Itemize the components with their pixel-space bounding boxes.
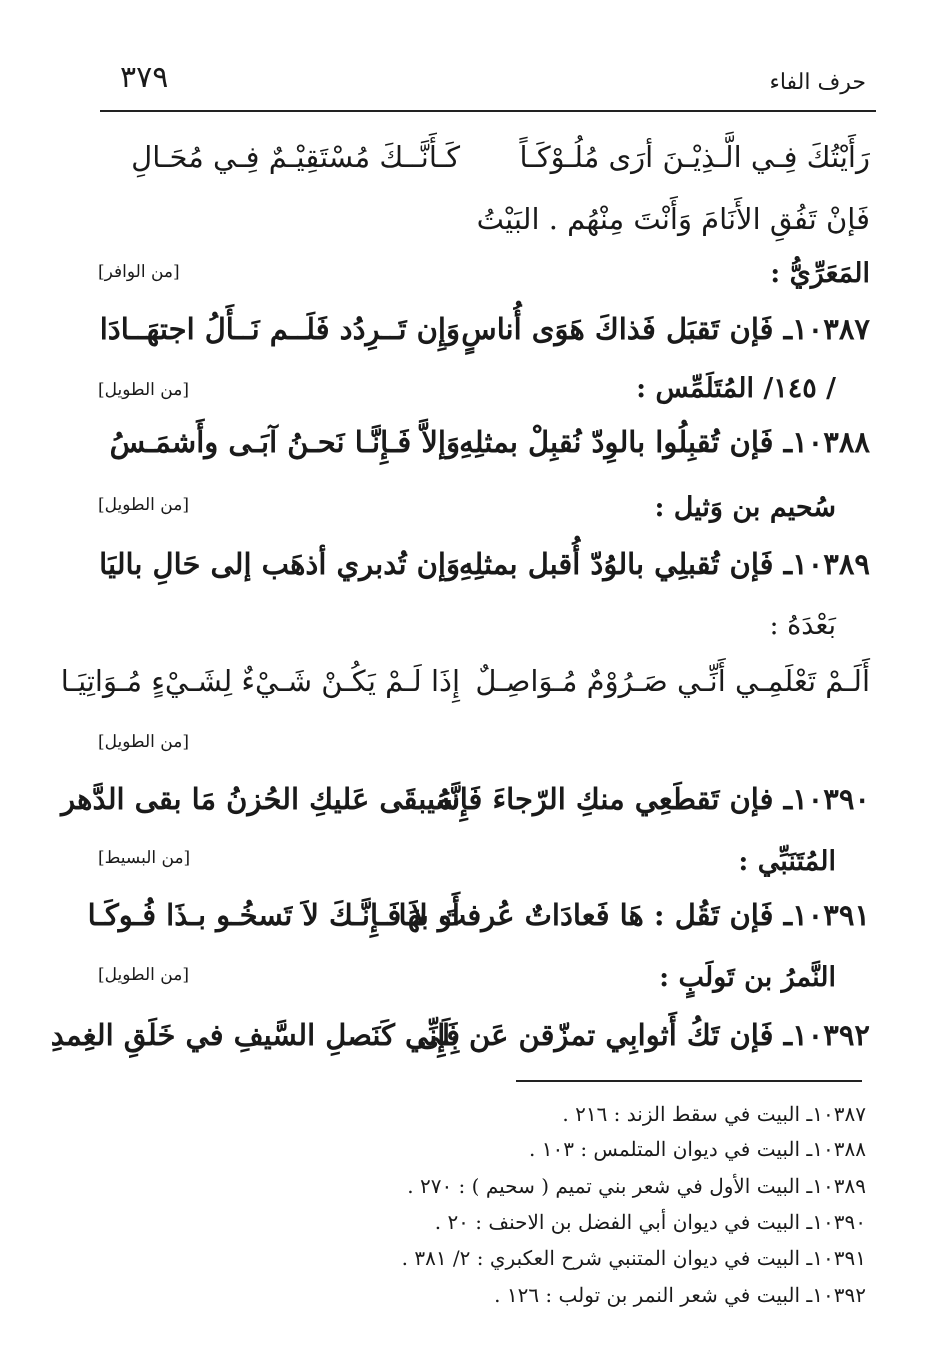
footnote-rule (516, 1080, 862, 1082)
footnote: ١٠٣٩١ـ البيت في ديوان المتنبي شرح العكبري : ٢/ ٣٨١ . (401, 1246, 866, 1270)
verse-10389-first-hemistich: ١٠٣٨٩ـ فَإن تُقبلِي بالوُدّ أُقبل بمثلِهِ (458, 547, 870, 581)
meter-label: [من البسيط] (98, 848, 191, 868)
verse-10387-first-hemistich: ١٠٣٨٧ـ فَإن تَقبَل فَذاكَ هَوَى أُناسٍ (461, 312, 870, 346)
verse-continuation-first-hemistich: أَلَـمْ تَعْلَمِـي أَنِّـي صَـرُوْمٌ مُـوَاصِـلٌ (475, 664, 870, 698)
header-rule (100, 110, 876, 112)
meter-label: [من الطويل] (98, 495, 189, 515)
meter-label: [من الطويل] (98, 732, 189, 752)
verse-10388-second-hemistich: وَإلاَّ فَـإِنَّـا نَحـنُ آبَـى وأَشمَـسُ (109, 425, 460, 459)
poet-attribution: المُتَنَبِّي : (738, 846, 836, 877)
meter-label: [من الطويل] (98, 380, 189, 400)
verse-10388-first-hemistich: ١٠٣٨٨ـ فَإن تُقبِلُوا بالوِدّ نُقبِلْ بمثلِهِ (459, 425, 870, 459)
poet-attribution: النَّمرُ بن تَولَبٍ : (659, 962, 836, 993)
verse-10392-first-hemistich: ١٠٣٩٢ـ فَإن تَكُ أَثوابِي تمزّقن عَن بِلَى (417, 1018, 870, 1052)
verse-10391-second-hemistich: أَو لاَ فَـإِنَّـكَ لاَ تَسخُـو بـذَا فُـوكَـا (87, 898, 460, 932)
footnote: ١٠٣٩٢ـ البيت في شعر النمر بن تولب : ١٢٦ . (494, 1283, 866, 1307)
verse-10390-second-hemistich: سَيبقَى عَليكِ الحُزنُ مَا بقى الدَّهر (61, 782, 460, 816)
verse-10392-second-hemistich: فَإِنِّي كَنَصلِ السَّيفِ في خَلَقِ الغِمدِ (50, 1018, 460, 1052)
poet-attribution: المَعَرِّيُّ : (770, 258, 870, 289)
verse-10387-second-hemistich: وَإِن تَــرِدُد فَلَــم نَــأَلُ اجتهَــادَا (99, 312, 460, 346)
page-number: ٣٧٩ (120, 60, 169, 95)
continuation-note: بَعْدَهُ : (769, 610, 836, 641)
footnote: ١٠٣٨٩ـ البيت الأول في شعر بني تميم ( سحيم ) : ٢٧٠ . (407, 1174, 866, 1198)
meter-label: [من الوافر] (98, 262, 180, 282)
verse-10390-first-hemistich: ١٠٣٩٠ـ فإن تَقطَعِي منكِ الرّجاءَ فَإِنَّهُ (436, 782, 870, 816)
verse-2-first-hemistich: فَإنْ تَفُقِ الأَنَامَ وَأَنْتَ مِنْهُم . البَيْتُ (476, 202, 870, 236)
poet-attribution: / ١٤٥/ المُتَلَمِّس : (636, 373, 836, 404)
verse-1-first-hemistich: رَأَيْتُكَ فِـي الَّـذِيْـنَ أرَى مُلُـوْكَـاً (519, 140, 870, 174)
verse-continuation-second-hemistich: إِذَا لَـمْ يَكُـنْ شَـيْءٌ لِشَـيْءٍ مُـوَاتِيَـا (60, 664, 460, 698)
footnote: ١٠٣٨٧ـ البيت في سقط الزند : ٢١٦ . (562, 1102, 866, 1126)
running-head: حرف الفاء (769, 70, 866, 95)
footnote: ١٠٣٩٠ـ البيت في ديوان أبي الفضل بن الاحنف : ٢٠ . (434, 1210, 866, 1234)
verse-10389-second-hemistich: وَإن تُدبري أذهَب إلى حَالِ باليَا (99, 547, 460, 581)
meter-label: [من الطويل] (98, 965, 189, 985)
verse-10391-first-hemistich: ١٠٣٩١ـ فَإن تَقُل : هَا فَعادَاتٌ عُرفتَ بهَا (398, 898, 870, 932)
footnote: ١٠٣٨٨ـ البيت في ديوان المتلمس : ١٠٣ . (529, 1137, 866, 1161)
verse-1-second-hemistich: كَـأَنَّــكَ مُسْتَقِيْـمٌ فِـي مُحَـالِ (131, 140, 460, 174)
poet-attribution: سُحيم بن وَثيل : (654, 492, 836, 523)
